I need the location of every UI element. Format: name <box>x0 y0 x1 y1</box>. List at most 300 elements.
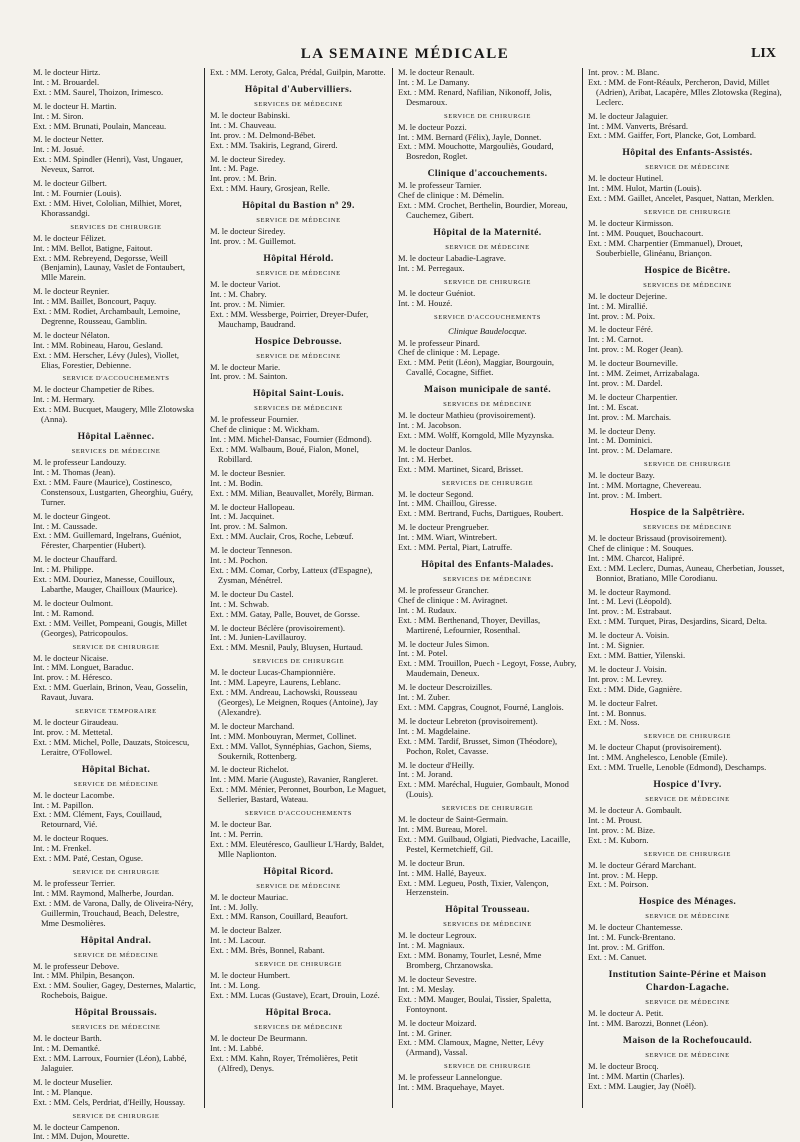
hospital-heading: Hôpital Ricord. <box>263 865 334 877</box>
service-heading: SERVICE D'ACCOUCHEMENTS <box>245 810 352 818</box>
staff-entry: Ext. : MM. Crochet, Berthelin, Bourdier, Moreau, Cauchemez, Gibert. <box>398 200 568 220</box>
staff-entry: Int. : M. Junien-Lavillauroy. <box>210 632 307 643</box>
staff-entry: Ext. : MM. Maréchal, Huguier, Gombault, Monod (Louis). <box>398 779 569 800</box>
service-heading: SERVICES DE MÉDECINE <box>443 921 532 929</box>
staff-entry: Int. : M. Brouardel. <box>33 76 100 87</box>
staff-entry: Int. prov. : M. Delamare. <box>588 445 673 456</box>
staff-entry: Ext. : MM. Truelle, Lenoble (Edmond), Deschamps. <box>588 762 767 773</box>
staff-entry: Chef de clinique : M. Wickham. <box>210 424 320 435</box>
staff-entry: M. le docteur Balzer. <box>210 925 282 936</box>
staff-entry: Ext. : MM. Veillet, Pompeani, Gougis, Millet (Georges), Patricopoulos. <box>33 617 188 638</box>
staff-entry: M. le docteur Charpentier. <box>588 391 678 402</box>
staff-entry: M. le docteur Siredey. <box>210 153 286 164</box>
staff-entry: Chef de clinique : M. Lepage. <box>398 347 500 358</box>
column-1 <box>28 67 204 1142</box>
hospital-heading: Hôpital des Enfants-Assistés. <box>622 147 753 159</box>
staff-entry: Int. prov. : M. Blanc. <box>588 67 660 77</box>
service-heading: SERVICES DE CHIRURGIE <box>441 479 534 487</box>
service-heading: SERVICES DE MÉDECINE <box>643 281 732 289</box>
hospital-heading: Hôpital Broussais. <box>74 1007 158 1019</box>
staff-entry: M. le docteur Segond. <box>398 488 474 499</box>
service-heading: SERVICE DE MÉDECINE <box>256 882 341 890</box>
hospital-heading: Hôpital Andral. <box>80 934 152 946</box>
hospital-heading: Hôpital Saint-Louis. <box>252 388 345 400</box>
service-heading: SERVICE DE CHIRURGIE <box>444 112 531 120</box>
service-heading: SERVICES DE MÉDECINE <box>71 1024 161 1032</box>
staff-entry: M. le docteur Bar. <box>210 819 272 830</box>
staff-entry: M. le docteur Nélaton. <box>33 329 110 340</box>
staff-entry: M. le docteur Roques. <box>33 833 109 844</box>
staff-entry: Ext. : MM. Spindler (Henri), Vast, Ungauer, Neveux, Sarrot. <box>33 154 183 175</box>
staff-entry: M. le docteur Sevestre. <box>398 974 477 984</box>
hospital-heading: Hôpital d'Aubervilliers. <box>244 83 353 95</box>
staff-entry: Ext. : MM. Saurel, Thoizon, Irimesco. <box>33 86 164 97</box>
staff-entry: Ext. : M. Noss. <box>588 717 640 728</box>
staff-entry: M. le docteur H. Martin. <box>33 100 117 111</box>
staff-entry: Ext. : MM. Wessberge, Poirrier, Dreyer-Dufer, Mauchamp, Baudrand. <box>210 308 369 329</box>
staff-entry: M. le docteur Guéniot. <box>398 287 476 298</box>
staff-entry: M. le docteur Marchand. <box>210 720 295 731</box>
staff-entry: Int. prov. : M. Marchais. <box>588 411 672 422</box>
service-heading: SERVICE DE MÉDECINE <box>445 243 530 251</box>
staff-entry: Ext. : MM. Douriez, Manesse, Couilloux, Labarthe, Mauger, Chailloux (Maurice). <box>33 574 178 594</box>
staff-entry: Ext. : MM. Gaillet, Ancelet, Pasquet, Nattan, Merklen. <box>588 193 775 204</box>
staff-entry: Int. : M. Schwab. <box>210 598 270 609</box>
staff-entry: Int. prov. : M. Griffon. <box>588 942 665 953</box>
staff-entry: Int. : MM. Robineau, Harou, Gesland. <box>33 339 163 350</box>
staff-entry: Int. : MM. Pouquet, Bouchacourt. <box>588 227 704 238</box>
service-heading: SERVICE D'ACCOUCHEMENTS <box>62 375 170 383</box>
staff-entry: Ext. : MM. Turquet, Piras, Desjardins, Sicard, Delta. <box>588 616 767 627</box>
staff-entry: Ext. : MM. Comar, Corby, Latteux (d'Espagne), Zysman, Ménétrel. <box>210 565 373 585</box>
staff-entry: Int. : M. Planque. <box>33 1086 93 1097</box>
staff-entry: Int. : MM. Bureau, Morel. <box>398 824 488 835</box>
staff-entry: Int. : MM. Chaillou, Giresse. <box>398 498 497 509</box>
staff-entry: Ext. : MM. Mesnil, Pauly, Bluysen, Hurtaud. <box>210 642 363 653</box>
staff-entry: Ext. : MM. Rebreyend, Degorsse, Weill (Benjamin), Launay, Vaslet de Fontaubert, Mlle Marein. <box>33 252 185 283</box>
staff-entry: Ext. : MM. Mauger, Boulai, Tissier, Spaletta, Fontoynont. <box>398 993 552 1014</box>
staff-entry: Ext. : MM. Cels, Perdriat, d'Heilly, Houssay. <box>33 1096 185 1107</box>
staff-entry: M. le professeur Tarnier. <box>398 180 482 191</box>
staff-entry: M. le docteur Chaput (provisoirement). <box>588 742 722 753</box>
staff-entry: Int. : M. Josué. <box>33 144 84 155</box>
staff-entry: Int. : MM. Zeimet, Arrizabalaga. <box>588 368 700 379</box>
staff-entry: Int. : MM. Braquehaye, Mayet. <box>398 1082 505 1093</box>
staff-entry: Ext. : MM. Bonamy, Tourlet, Lesné, Mme Bromberg, Chrzanowska. <box>398 950 542 971</box>
staff-entry: M. le docteur Lebreton (provisoirement). <box>398 715 538 726</box>
service-heading: SERVICE DE CHIRURGIE <box>255 961 342 969</box>
staff-entry: M. le docteur Chauffard. <box>33 554 118 565</box>
staff-entry: M. le docteur Besnier. <box>210 467 286 478</box>
staff-entry: Int. : M. Siron. <box>33 110 84 121</box>
staff-entry: M. le docteur Prengrueber. <box>398 522 489 533</box>
staff-entry: Int. : MM. Martin (Charles). <box>588 1070 685 1081</box>
staff-entry: Int. : M. Perregaux. <box>398 262 465 273</box>
staff-entry: M. le docteur Champetier de Ribes. <box>33 384 155 395</box>
staff-entry: Ext. : MM. Michel, Polle, Dauzats, Stoicescu, Leraitre, O'Followel. <box>33 736 190 757</box>
staff-entry: M. le docteur Marie. <box>210 361 281 372</box>
service-heading: SERVICES DE MÉDECINE <box>254 100 343 108</box>
staff-entry: M. le docteur Raymond. <box>588 586 671 597</box>
staff-entry: Int. : MM. Michel-Dansac, Fournier (Edmond). <box>210 434 372 445</box>
staff-entry: M. le professeur Terrier. <box>33 878 116 888</box>
staff-entry: Ext. : MM. Faure (Maurice), Costinesco, Constensoux, Lustgarten, Gheorghiu, Guéry, Turner. <box>33 476 194 507</box>
service-heading: SERVICE DE CHIRURGIE <box>644 733 731 741</box>
staff-entry: M. le professeur Fournier. <box>210 414 299 425</box>
hospital-heading: Hôpital du Bastion nº 29. <box>242 200 355 212</box>
service-heading: SERVICE DE MÉDECINE <box>645 796 730 804</box>
staff-entry: M. le docteur A. Voisin. <box>588 630 670 641</box>
staff-entry: M. le docteur Jules Simon. <box>398 638 490 649</box>
column-3 <box>392 68 582 1108</box>
staff-entry: M. le docteur J. Voisin. <box>588 663 667 674</box>
staff-entry: Ext. : MM. Gaiffer, Fort, Plancke, Got, Lombard. <box>588 130 757 141</box>
staff-entry: Ext. : MM. Larroux, Fournier (Léon), Labbé, Jalaguier. <box>33 1052 187 1073</box>
staff-entry: Ext. : MM. Renard, Nafilian, Nikonoff, Jolis, Desmaroux. <box>398 86 552 107</box>
staff-entry: Ext. : MM. Guilbaud, Olgiati, Piedvache, Lacaille, Pestel, Kermetchieff, Gil. <box>398 833 571 854</box>
staff-entry: Int. : M. Jacquinet. <box>210 511 275 522</box>
service-heading: SERVICES DE MÉDECINE <box>71 448 161 456</box>
staff-entry: Ext. : MM. Wolff, Korngold, Mlle Myzynska. <box>398 429 555 440</box>
staff-entry: Ext. : MM. Bertrand, Fuchs, Dartigues, Roubert. <box>398 508 564 519</box>
staff-entry: M. le docteur Netter. <box>33 134 104 145</box>
staff-entry: Int. : MM. Anghelesco, Lenoble (Emile). <box>588 752 728 763</box>
staff-entry: Ext. : MM. Tardif, Brusset, Simon (Théodore), Pochon, Rolet, Cavasse. <box>398 735 558 756</box>
staff-entry: M. le docteur Hirtz. <box>33 67 101 77</box>
service-heading: SERVICES DE MÉDECINE <box>443 401 532 409</box>
staff-entry: M. le docteur Tenneson. <box>210 545 293 556</box>
staff-entry: Ext. : MM. Kahn, Royer, Trémolières, Petit (Alfred), Denys. <box>210 1052 358 1073</box>
staff-entry: Int. : MM. Baillet, Boncourt, Paquy. <box>33 296 157 307</box>
text-columns <box>28 67 792 1142</box>
service-heading: SERVICES DE MÉDECINE <box>254 1023 343 1031</box>
staff-entry: Int. : M. Griner. <box>398 1027 452 1038</box>
staff-entry: Ext. : MM. Petit (Léon), Maggiar, Bourgouin, Cavallé, Cocagne, Siffiet. <box>398 357 555 378</box>
staff-entry: Ext. : MM. Laugier, Jay (Noël). <box>588 1080 697 1091</box>
staff-entry: Int. : M. Philippe. <box>33 564 94 575</box>
staff-entry: M. le professeur Landouzy. <box>33 457 127 468</box>
staff-entry: Int. prov. : M. Estrabaut. <box>588 606 672 617</box>
staff-entry: M. le docteur Du Castel. <box>210 588 294 599</box>
staff-entry: Ext. : MM. Brunati, Poulain, Manceau. <box>33 120 167 131</box>
staff-entry: M. le docteur Richelot. <box>210 764 289 775</box>
staff-entry: Int. : M. Magdelaine. <box>398 725 471 736</box>
staff-entry: Int. : M. Proust. <box>588 814 642 825</box>
staff-entry: M. le docteur Campenon. <box>33 1121 120 1132</box>
service-heading: SERVICES DE CHIRURGIE <box>441 805 534 813</box>
staff-entry: M. le docteur Félizet. <box>33 232 106 243</box>
staff-entry: Ext. : MM. Pertal, Piart, Latruffe. <box>398 542 513 553</box>
staff-entry: Ext. : MM. Mouchotte, Margouliès, Goudard, Bosredon, Roglet. <box>398 141 554 162</box>
staff-entry: M. le docteur Giraudeau. <box>33 717 119 728</box>
staff-entry: Int. : M. Dominici. <box>588 435 653 446</box>
staff-entry: Int. prov. : M. Salmon. <box>210 521 288 532</box>
staff-entry: Int. : M. Mirallié. <box>588 300 648 311</box>
staff-entry: Ext. : MM. de Font-Réaulx, Percheron, David, Millet (Adrien), Aribat, Lacapère, Mlles Zlotowska (Regina), Leclerc. <box>588 76 782 107</box>
staff-entry: Int. : MM. Hulot, Martin (Louis). <box>588 183 702 194</box>
staff-entry: M. le docteur Gérard Marchant. <box>588 859 697 870</box>
service-heading: SERVICES DE MÉDECINE <box>254 405 343 413</box>
staff-entry: Ext. : MM. Leclerc, Dumas, Auneau, Cherbetian, Jousset, Bonniot, Bratiano, Mlle Corodianu. <box>588 562 785 583</box>
staff-entry: Ext. : MM. Soulier, Gagey, Desternes, Malartic, Rochebois, Baigue. <box>33 980 196 1001</box>
service-heading: SERVICE TEMPORAIRE <box>75 708 157 716</box>
staff-entry: M. le docteur Siredey. <box>210 226 286 237</box>
hospital-heading: Maison municipale de santé. <box>424 384 551 396</box>
staff-entry: Int. : M. Long. <box>210 980 261 990</box>
staff-entry: Ext. : MM. Bucquet, Maugery, Mlle Zlotowska (Anna). <box>33 404 194 425</box>
staff-entry: Int. : MM. Hallé, Bayeux. <box>398 867 487 878</box>
staff-entry: Ext. : MM. de Varona, Dally, de Oliveira-Néry, Guillermin, Trouchaud, Beach, Delestre, Mme Desmolières. <box>33 897 194 928</box>
service-heading: SERVICES DE MÉDECINE <box>443 576 532 583</box>
staff-entry: M. le docteur Danlos. <box>398 443 472 454</box>
staff-entry: M. le docteur Brissaud (provisoirement). <box>588 533 727 543</box>
service-heading: SERVICES DE MÉDECINE <box>643 524 732 531</box>
staff-entry: Int. prov. : M. Levrey. <box>588 673 663 684</box>
staff-entry: M. le docteur Renault. <box>398 67 475 77</box>
staff-entry: M. le docteur Muselier. <box>33 1076 113 1087</box>
staff-entry: M. le docteur Brocq. <box>588 1060 659 1071</box>
staff-entry: Ext. : MM. Leroty, Galca, Prédal, Guilpin, Marotte. <box>210 67 386 77</box>
staff-entry: Int. prov. : M. Imbert. <box>588 490 663 501</box>
staff-entry: Ext. : MM. Trouillon, Puech - Legoyt, Fosse, Aubry, Maudemain, Deneux. <box>398 658 577 679</box>
service-heading: SERVICE DE CHIRURGIE <box>444 278 531 286</box>
service-heading: SERVICE DE CHIRURGIE <box>444 1063 531 1071</box>
staff-entry: M. le docteur Labadie-Lagrave. <box>398 252 506 263</box>
staff-entry: M. le docteur Bourneville. <box>588 358 678 369</box>
staff-entry: Int. : M. Hermary. <box>33 394 95 405</box>
staff-entry: Int. prov. : M. Delmond-Bébet. <box>210 129 316 140</box>
staff-entry: Chef de clinique : M. Démelin. <box>398 190 504 201</box>
hospital-heading: Hospice des Ménages. <box>638 896 737 908</box>
column-4 <box>582 68 792 1108</box>
hospital-heading: Hospice d'Ivry. <box>653 779 722 791</box>
staff-entry: Int. : M. Perrin. <box>210 828 263 839</box>
staff-entry: Int. : MM. Dujon, Mourette. <box>33 1131 130 1142</box>
staff-entry: M. le docteur Bazy. <box>588 470 655 481</box>
staff-entry: Int. : M. Funck-Brentano. <box>588 932 676 943</box>
page-number: LIX <box>751 46 776 61</box>
staff-entry: Int. : M. Magniaux. <box>398 940 465 951</box>
staff-entry: M. le docteur Deny. <box>588 425 656 436</box>
staff-entry: Int. : MM. Bellot, Batigne, Faitout. <box>33 242 153 253</box>
staff-entry: M. le docteur Chantemesse. <box>588 922 683 933</box>
staff-entry: Int. : M. Houzé. <box>398 297 453 308</box>
staff-entry: Int. prov. : M. Brin. <box>210 173 277 184</box>
staff-entry: Int. : M. Demantké. <box>33 1043 101 1054</box>
staff-entry: Int. : MM. Charcot, Halipré. <box>588 552 685 563</box>
service-heading: SERVICE DE MÉDECINE <box>645 1051 730 1059</box>
service-heading: SERVICE DE MÉDECINE <box>645 999 730 1006</box>
hospital-heading: Hôpital Bichat. <box>81 763 151 775</box>
service-heading: SERVICE D'ACCOUCHEMENTS <box>434 313 541 321</box>
staff-entry: Int. : MM. Marie (Auguste), Ravanier, Rangleret. <box>210 774 378 785</box>
hospital-heading: Hospice Debrousse. <box>255 335 342 347</box>
staff-entry: Int. prov. : M. Guillemot. <box>210 236 296 247</box>
service-heading: SERVICE DE MÉDECINE <box>256 217 341 225</box>
hospital-heading: Hôpital Laënnec. <box>77 431 155 443</box>
hospital-heading: Hôpital de la Maternité. <box>433 226 542 238</box>
staff-entry: Int. : M. Le Damany. <box>398 76 470 87</box>
staff-entry: Int. : M. Rudaux. <box>398 604 457 615</box>
staff-entry: Int. : M. Jorand. <box>398 769 453 780</box>
staff-entry: M. le docteur Féré. <box>588 324 653 335</box>
staff-entry: Int. : M. Thomas (Jean). <box>33 467 116 477</box>
staff-entry: M. le professeur Debove. <box>33 960 120 971</box>
service-heading: SERVICE DE CHIRURGIE <box>644 850 731 858</box>
staff-entry: Int. : M. Levi (Léopold). <box>588 596 672 607</box>
staff-entry: Int. prov. : M. Bize. <box>588 824 655 835</box>
service-heading: SERVICE DE MÉDECINE <box>256 352 341 360</box>
staff-entry: M. le docteur Moizard. <box>398 1017 477 1028</box>
staff-entry: M. le docteur Legroux. <box>398 930 477 941</box>
staff-entry: Ext. : MM. Gatay, Palle, Bouvet, de Gorsse. <box>210 608 360 619</box>
service-heading: SERVICE DE CHIRURGIE <box>72 643 160 651</box>
hospital-heading: Hôpital Trousseau. <box>445 904 530 916</box>
staff-entry: M. le docteur Reynier. <box>33 286 110 297</box>
staff-entry: M. le professeur Pinard. <box>398 337 480 348</box>
staff-entry: M. le docteur A. Petit. <box>588 1008 664 1018</box>
staff-entry: Ext. : MM. Dide, Gagnière. <box>588 683 682 694</box>
service-heading: SERVICE DE CHIRURGIE <box>72 869 160 876</box>
staff-entry: Int. : M. Signier. <box>588 640 645 651</box>
staff-entry: Ext. : MM. Hivet, Cololian, Milhiet, Moret, Khorassandgi. <box>33 197 182 218</box>
staff-entry: Int. : M. Page. <box>210 163 259 174</box>
staff-entry: Ext. : MM. Martinet, Sicard, Brisset. <box>398 463 524 474</box>
column-2 <box>204 68 392 1108</box>
staff-entry: Int. : MM. Philpin, Besançon. <box>33 970 135 981</box>
staff-entry: M. le docteur Oulmont. <box>33 597 114 608</box>
staff-entry: M. le docteur Lucas-Championnière. <box>210 667 336 678</box>
staff-entry: Int. : M. Zuber. <box>398 692 450 703</box>
staff-entry: Ext. : MM. Rodiet, Archambault, Lemoine, Degrenne, Rousseau, Gamblin. <box>33 306 181 326</box>
staff-entry: Int. : M. Fournier (Louis). <box>33 187 122 198</box>
staff-entry: Chef de clinique : M. Aviragnet. <box>398 594 508 605</box>
staff-entry: Ext. : MM. Haury, Grosjean, Relle. <box>210 183 330 194</box>
staff-entry: Ext. : MM. Andreau, Lachowski, Rousseau (Georges), Le Meignen, Roques (Antoine), Jay (Alexandre). <box>210 687 378 717</box>
staff-entry: Int. prov. : M. Sainton. <box>210 371 288 382</box>
staff-entry: Ext. : MM. Brès, Bonnel, Rabant. <box>210 945 325 956</box>
staff-entry: M. le docteur de Saint-Germain. <box>398 814 508 825</box>
staff-entry: Ext. : MM. Ranson, Couillard, Beaufort. <box>210 911 348 922</box>
hospital-heading: Clinique d'accouchements. <box>427 168 548 180</box>
staff-entry: Int. : MM. Longuet, Baraduc. <box>33 662 134 673</box>
service-heading: SERVICE DE MÉDECINE <box>73 780 159 788</box>
staff-entry: Ext. : M. Canuet. <box>588 952 647 963</box>
staff-entry: Ext. : MM. Eleutéresco, Gaullieur L'Hardy, Baldet, Mlle Naplionton. <box>210 838 385 859</box>
service-heading: SERVICES DE CHIRURGIE <box>70 223 162 231</box>
staff-entry: M. le docteur Gilbert. <box>33 178 107 189</box>
staff-entry: Int. prov. : M. Mettetal. <box>33 726 113 737</box>
journal-title: LA SEMAINE MÉDICALE <box>300 46 510 62</box>
staff-entry: Int. : M. Jacobson. <box>398 420 462 431</box>
staff-entry: Int. : M. Chabry. <box>210 288 267 299</box>
staff-entry: Int. : M. Caussade. <box>33 520 98 531</box>
staff-entry: Int. : M. Ramond. <box>33 607 94 618</box>
staff-entry: M. le docteur Gingeot. <box>33 510 111 521</box>
staff-entry: M. le docteur Nicaise. <box>33 652 109 663</box>
staff-entry: Ext. : MM. Clamoux, Magne, Netter, Lévy (Armand), Vassal. <box>398 1037 544 1058</box>
staff-entry: M. le docteur Variot. <box>210 278 281 289</box>
staff-entry: Ext. : MM. Battier, Yilenski. <box>588 649 686 660</box>
service-heading: SERVICE DE CHIRURGIE <box>644 209 731 217</box>
staff-entry: M. le docteur Hutinel. <box>588 173 664 184</box>
staff-entry: Ext. : MM. Ménier, Peronnet, Bourbon, Le Maguet, Sellerier, Bastard, Wateau. <box>210 784 387 805</box>
staff-entry: M. le docteur Béclère (provisoirement). <box>210 622 346 633</box>
staff-entry: Chef de clinique : M. Souques. <box>588 542 694 553</box>
staff-entry: Int. : M. Jolly. <box>210 901 259 912</box>
staff-entry: Ext. : MM. Milian, Beauvallet, Morély, Birman. <box>210 487 374 498</box>
staff-entry: Ext. : MM. Herscher, Lévy (Jules), Viollet, Elias, Forestier, Debienne. <box>33 349 180 370</box>
staff-entry: M. le docteur A. Gombault. <box>588 805 682 816</box>
hospital-heading: Hôpital Broca. <box>265 1006 332 1018</box>
staff-entry: M. le professeur Grancher. <box>398 585 489 595</box>
service-heading: SERVICE DE MÉDECINE <box>73 951 159 959</box>
staff-entry: Int. : MM. Raymond, Malherbe, Jourdan. <box>33 887 174 898</box>
staff-entry: M. le docteur Mauriac. <box>210 891 289 902</box>
staff-entry: Int. : MM. Monbouyran, Mermet, Collinet. <box>210 730 357 741</box>
staff-entry: Int. prov. : M. Dardel. <box>588 377 663 388</box>
staff-entry: Int. : MM. Barozzi, Bonnet (Léon). <box>588 1017 709 1028</box>
staff-entry: Ext. : MM. Legueu, Posth, Tixier, Valençon, Herzenstein. <box>398 877 549 898</box>
staff-entry: Int. prov. : M. Hepp. <box>588 869 658 880</box>
hospital-heading: Institution Sainte-Périne et Maison Chardon-Lagache. <box>608 969 767 993</box>
staff-entry: Ext. : MM. Vallot, Synnéphias, Gachon, Siems, Soukernik, Rottenberg. <box>210 740 372 761</box>
staff-entry: Int. : M. Pochon. <box>210 555 268 566</box>
staff-entry: Ext. : MM. Tsakiris, Legrand, Girerd. <box>210 139 338 150</box>
staff-entry: Int. : M. Chauveau. <box>210 119 277 130</box>
staff-entry: Int. prov. : M. Poix. <box>588 310 655 321</box>
staff-entry: M. le docteur Dejerine. <box>588 290 668 301</box>
staff-entry: Int. prov. : M. Roger (Jean). <box>588 344 684 355</box>
staff-entry: M. le docteur Falret. <box>588 697 658 708</box>
hospital-heading: Hôpital des Enfants-Malades. <box>421 559 554 570</box>
staff-entry: M. le docteur De Beurmann. <box>210 1032 308 1043</box>
staff-entry: Ext. : MM. Walbaum, Boué, Fialon, Monel, Robillard. <box>210 444 359 464</box>
staff-entry: Int. : M. Carnot. <box>588 334 644 345</box>
staff-entry: Int. : M. Labbé. <box>210 1042 264 1053</box>
staff-entry: Ext. : MM. Guillemard, Ingelrans, Guéniot, Férester, Charpentier (Hubert). <box>33 530 182 551</box>
staff-entry: Int. : MM. Bernard (Félix), Jayle, Donnet. <box>398 131 542 142</box>
staff-entry: M. le docteur Lacombe. <box>33 789 115 800</box>
clinic-subheading: Clinique Baudelocque. <box>448 325 527 336</box>
staff-entry: Ext. : M. Kuborn. <box>588 834 649 845</box>
staff-entry: Ext. : MM. Charpentier (Emmanuel), Drouet, Souberbielle, Glinéanu, Briançon. <box>588 237 743 258</box>
service-heading: SERVICES DE CHIRURGIE <box>252 658 345 666</box>
staff-entry: M. le docteur Descroizilles. <box>398 682 493 693</box>
page-header <box>28 44 782 66</box>
staff-entry: Int. : M. Papillon. <box>33 799 94 810</box>
staff-entry: M. le docteur Jalaguier. <box>588 110 669 121</box>
staff-entry: Int. : M. Herbet. <box>398 453 454 464</box>
staff-entry: M. le docteur Babinski. <box>210 109 291 120</box>
hospital-heading: Hospice de Bicêtre. <box>644 264 731 276</box>
staff-entry: Ext. : MM. Lucas (Gustave), Ecart, Drouin, Lozé. <box>210 989 380 1000</box>
service-heading: SERVICE DE MÉDECINE <box>645 164 730 172</box>
staff-entry: M. le docteur Barth. <box>33 1033 102 1044</box>
staff-entry: Ext. : MM. Clément, Fays, Couillaud, Retournard, Vié. <box>33 809 162 830</box>
staff-entry: Int. : MM. Mortagne, Chevereau. <box>588 480 702 491</box>
staff-entry: Int. : M. Bonnus. <box>588 707 647 718</box>
staff-entry: Ext. : MM. Guerlain, Brinon, Veau, Gosselin, Ravaut, Juvara. <box>33 682 188 703</box>
staff-entry: Int. : M. Potel. <box>398 648 448 659</box>
service-heading: SERVICE DE MÉDECINE <box>645 913 730 921</box>
staff-entry: M. le docteur Hallopeau. <box>210 501 295 512</box>
staff-entry: Int. : M. Meslay. <box>398 983 455 994</box>
staff-entry: Int. : M. Escat. <box>588 401 639 412</box>
staff-entry: M. le docteur Kirmisson. <box>588 218 674 229</box>
staff-entry: Ext. : M. Poirson. <box>588 879 649 890</box>
staff-entry: Ext. : MM. Capgras, Cougnot, Fourné, Langlois. <box>398 701 564 712</box>
